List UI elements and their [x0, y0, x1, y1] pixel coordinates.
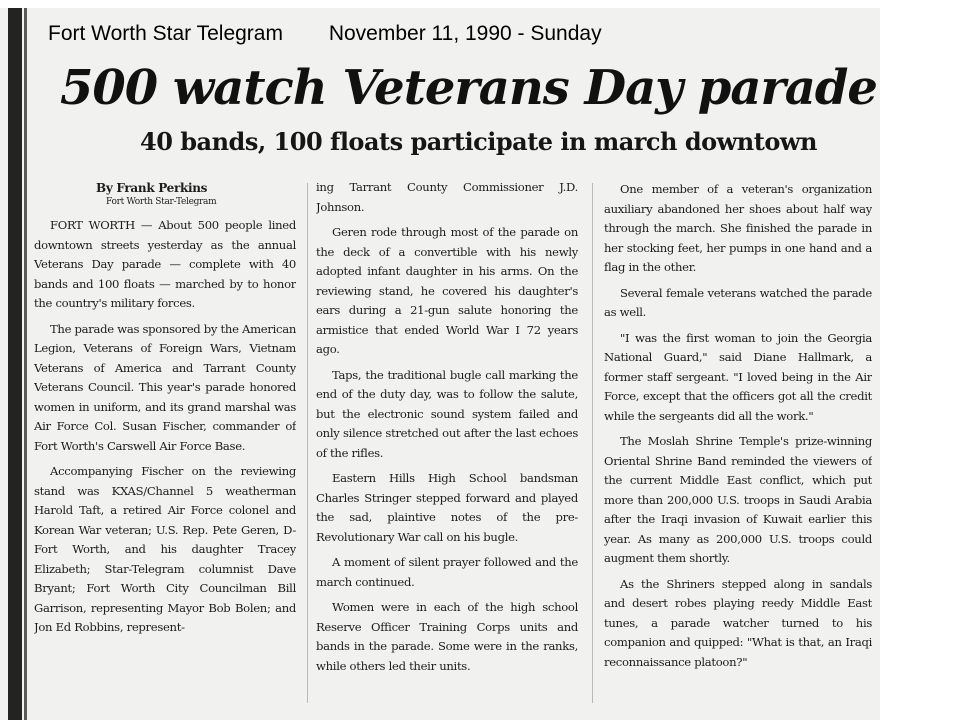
paragraph: FORT WORTH — About 500 people lined downtown streets yesterday as the annual Veterans Day parade — complete with 40 bands and 100 floats — marched by to honor the country's military forces.: [34, 218, 296, 310]
paragraph: The parade was sponsored by the American Legion, Veterans of Foreign Wars, Vietnam Veterans of America and Tarrant County Veterans Council. This year's parade honored women in uniform, and its grand marshal was Air Force Col. Susan Fischer, commander of Fort Worth's Carswell Air Force Base.: [34, 321, 296, 453]
paragraph: Taps, the traditional bugle call marking the end of the duty day, was to follow the salute, but the electronic sound system failed and only silence stretched out after the last echoes of the rifles.: [316, 367, 578, 460]
paragraph: A moment of silent prayer followed and the march continued.: [316, 555, 578, 589]
paragraph: One member of a veteran's organization auxiliary abandoned her shoes about half way through the march. She finished the parade in her stocking feet, her pumps in one hand and a flag in the other.: [604, 182, 872, 274]
paragraph: "I was the first woman to join the Georgia National Guard," said Diane Hallmark, a former staff sergeant. "I loved being in the Air Force, except that the officers got all the credit while the sergeants did all the work.": [604, 330, 872, 423]
publication-date: November 11, 1990 - Sunday: [328, 22, 602, 45]
byline-source: Fort Worth Star-Telegram: [106, 197, 217, 207]
paragraph: The Moslah Shrine Temple's prize-winning Oriental Shrine Band reminded the viewers of the current Middle East conflict, which put more than 200,000 U.S. troops in Saudi Arabia after the Iraqi invasion of Kuwait earlier this year. As many as 200,000 U.S. troops could augment them shortly.: [604, 434, 872, 565]
article-column-1: [34, 180, 296, 710]
paragraph: Several female veterans watched the parade as well.: [604, 285, 872, 319]
paragraph: Accompanying Fischer on the reviewing stand was KXAS/Channel 5 weatherman Harold Taft, a retired Air Force colonel and Korean War veteran; U.S. Rep. Pete Geren, D-Fort Worth, and his daughter Tracey Elizabeth; Star-Telegram columnist Dave Bryant; Fort Worth City Councilman Bill Garrison, representing Mayor Bob Bolen; and Jon Ed Robbins, represent-: [34, 464, 296, 634]
source-caption: [48, 22, 688, 52]
column-divider: [592, 183, 593, 703]
article-column-2: [316, 178, 578, 708]
paragraph: ing Tarrant County Commissioner J.D. Johnson.: [316, 180, 578, 214]
article-subhead: 40 bands, 100 floats participate in march downtown: [140, 127, 817, 156]
article-column-3: [604, 180, 872, 710]
scan-edge-line: [24, 8, 27, 720]
source-name: Fort Worth Star Telegram: [48, 22, 283, 45]
scan-edge-shadow: [8, 8, 22, 720]
newspaper-clipping: [0, 8, 880, 720]
paragraph: Geren rode through most of the parade on the deck of a convertible with his newly adopted infant daughter in his arms. On the reviewing stand, he covered his daughter's ears during a 21-gun salute honoring the armistice that ended World War I 72 years ago.: [316, 225, 578, 356]
byline: By Frank Perkins: [96, 181, 208, 195]
paragraph: Women were in each of the high school Reserve Officer Training Corps units and bands in the parade. Some were in the ranks, while others led their units.: [316, 600, 578, 673]
paragraph: Eastern Hills High School bandsman Charles Stringer stepped forward and played the sad, plaintive notes of the pre-Revolutionary War call on his bugle.: [316, 471, 578, 544]
paragraph: As the Shriners stepped along in sandals and desert robes playing reedy Middle East tunes, a parade watcher turned to his companion and quipped: "What is that, an Iraqi reconnaissance platoon?": [604, 576, 872, 669]
column-divider: [307, 183, 308, 703]
article-headline: 500 watch Veterans Day parade: [60, 60, 877, 116]
